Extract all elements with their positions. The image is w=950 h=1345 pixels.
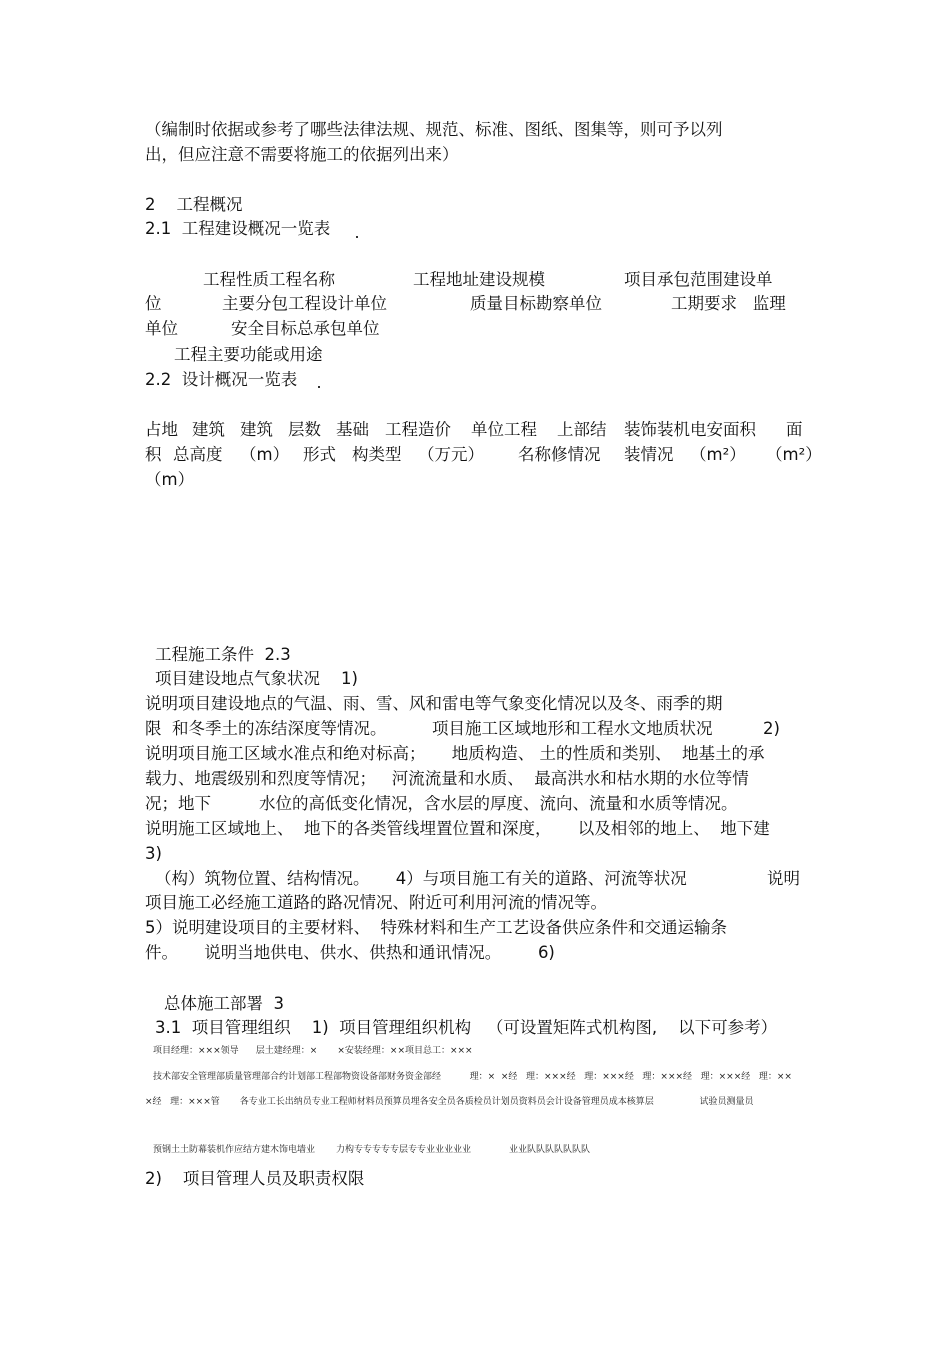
section-3-heading: 总体施工部署 3: [164, 994, 284, 1013]
table2-header-cell: 建筑: [192, 420, 225, 439]
paragraph-line: 限 和冬季土的冻结深度等情况。: [145, 719, 387, 738]
table2-header-cell: 层数: [288, 420, 321, 439]
paragraph-line: 载力、地震级别和烈度等情况； 河流流量和水质、 最高洪水和枯水期的水位等情: [145, 769, 749, 788]
section-3-1-title: 3.1 项目管理组织 1) 项目管理组织机构 （可设置矩阵式机构图, 以下可参考）: [155, 1018, 778, 1037]
table2-header-cell: 工程造价: [385, 420, 451, 439]
table2-header-cell: 装情况: [624, 445, 674, 464]
section-2-3-item: 项目建设地点气象状况 1): [155, 669, 358, 688]
section-3-item-2: 2) 项目管理人员及职责权限: [145, 1169, 365, 1188]
table1-text: 项目承包范围建设单: [624, 270, 773, 289]
table2-header-cell: 建筑: [240, 420, 273, 439]
table2-header-cell: 名称修情况: [518, 445, 601, 464]
table2-header-cell: 上部结: [557, 420, 607, 439]
paragraph-line: 说明项目建设地点的气温、雨、雪、风和雷电等气象变化情况以及冬、雨季的期: [145, 694, 723, 713]
stray-dot: [356, 236, 358, 238]
paragraph-line: 水位的高低变化情况，含水层的厚度、流向、流量和水质等情况。: [259, 794, 738, 813]
table2-header-cell: （m）: [240, 445, 290, 464]
table1-text: 工期要求 监理: [671, 294, 786, 313]
paragraph-line: 说明施工区域地上、 地下的各类管线埋置位置和深度， 以及相邻的地上、 地下建: [145, 819, 770, 838]
org-chart-text: ×经 理：×××管 各专业工长出纳员专业工程师材料员预算员埋各安全员各质检员计划员资料员会计设备管理员成本核算层 试验员测量员: [145, 1097, 754, 1107]
section-2-2-title: 2.2 设计概况一览表: [145, 370, 298, 389]
table2-header-cell: 总高度: [173, 445, 223, 464]
paragraph-line: 项目施工区域地形和工程水文地质状况: [432, 719, 713, 738]
table2-header-cell: 装饰装机电安面积: [624, 420, 756, 439]
table1-text: 质量目标勘察单位: [470, 294, 602, 313]
section-2-3-heading: 工程施工条件 2.3: [155, 645, 291, 664]
section-2-1-title: 2.1 工程建设概况一览表: [145, 219, 331, 238]
paragraph-line: 件。 说明当地供电、供水、供热和通讯情况。 6): [145, 943, 555, 962]
org-chart-text: 预钢土土防幕装机作应结方建木饰电墙业: [153, 1145, 316, 1155]
table2-header-cell: 构类型: [352, 445, 402, 464]
paragraph-line: 说明项目施工区域水准点和绝对标高； 地质构造、 土的性质和类别、 地基土的承: [145, 744, 765, 763]
table1-text: 工程主要功能或用途: [174, 345, 323, 364]
table1-text: 安全目标总承包单位: [231, 319, 380, 338]
table2-header-cell: 单位工程: [471, 420, 537, 439]
stray-dot: [318, 386, 320, 388]
table2-header-cell: 形式: [303, 445, 336, 464]
paragraph-line: 说明: [767, 869, 800, 888]
intro-line-2: 出，但应注意不需要将施工的依据列出来）: [145, 145, 459, 164]
paragraph-line: （构）筑物位置、结构情况。 4）与项目施工有关的道路、河流等状况: [155, 869, 687, 888]
section-2-heading: 2 工程概况: [145, 195, 243, 214]
table2-header-cell: （m²）: [690, 445, 746, 464]
table2-header-cell: （m²）: [766, 445, 822, 464]
org-chart-text: 项目经理：×××领导 层土建经理：× ×安装经理：××项目总工：×××: [153, 1046, 473, 1056]
table1-text: 主要分包工程设计单位: [222, 294, 387, 313]
table1-text: 位: [145, 294, 162, 313]
paragraph-line: 况；地下: [145, 794, 211, 813]
org-chart-text: 技术部安全管理部质量管理部合约计划部工程部物资设备部财务资金部经 理：× ×经 理：×××经 理：×××经 理：×××经 理：×××经 理：××: [153, 1072, 792, 1082]
paragraph-line: 5）说明建设项目的主要材料、 特殊材料和生产工艺设备供应条件和交通运输条: [145, 918, 727, 937]
table2-header-cell: （万元）: [418, 445, 484, 464]
table2-header-cell: 占地: [145, 420, 178, 439]
org-chart-text: 业业队队队队队队队: [509, 1145, 591, 1155]
paragraph-line: 3): [145, 844, 162, 863]
table2-header-cell: 基础: [336, 420, 369, 439]
table2-header-cell: 面: [786, 420, 803, 439]
paragraph-line: 项目施工必经施工道路的路况情况、附近可利用河流的情况等。: [145, 893, 607, 912]
paragraph-line: 2): [763, 719, 780, 738]
table2-header-cell: （m）: [145, 470, 195, 489]
org-chart-text: 力构专专专专专层专专业业业业业: [336, 1145, 472, 1155]
table1-text: 工程地址建设规模: [413, 270, 545, 289]
table1-text: 工程性质工程名称: [203, 270, 335, 289]
intro-line-1: （编制时依据或参考了哪些法律法规、规范、标准、图纸、图集等，则可予以列: [145, 120, 723, 139]
table1-text: 单位: [145, 319, 178, 338]
table2-header-cell: 积: [145, 445, 162, 464]
